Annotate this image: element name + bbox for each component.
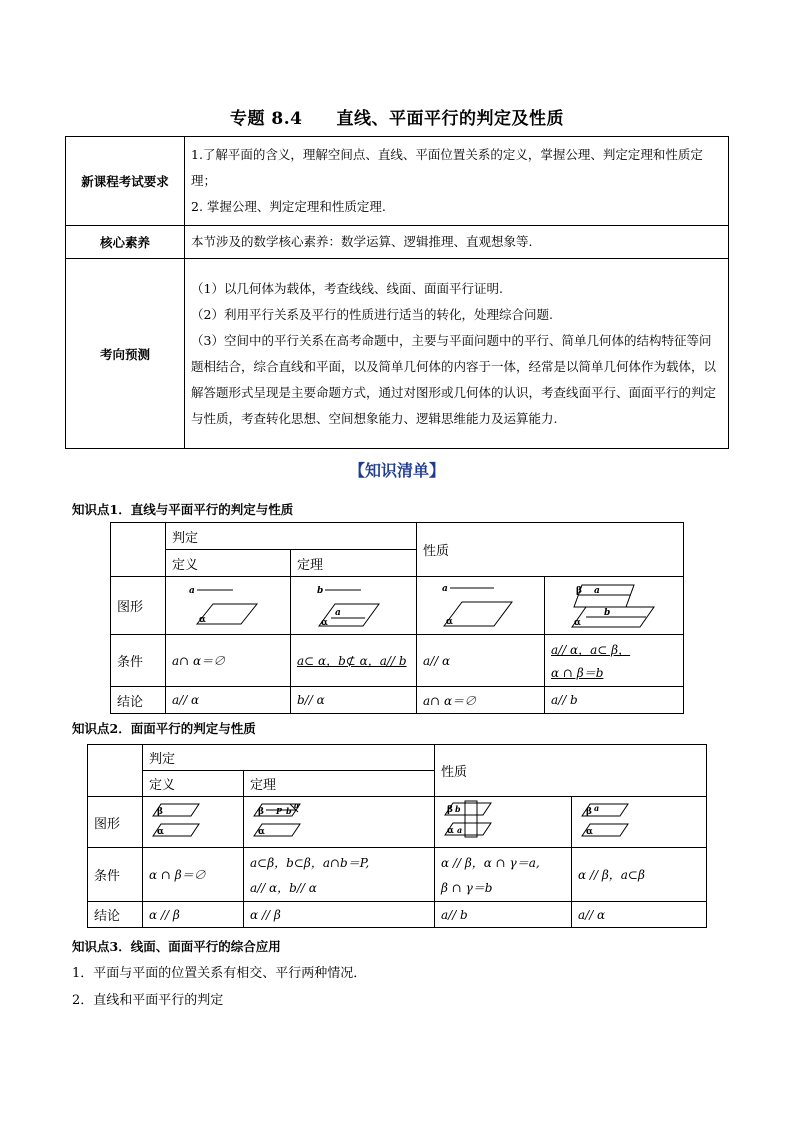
kp2-table [87, 744, 707, 928]
kp1-concl-prop1: a∩ α＝∅ [417, 687, 545, 714]
svg-text:α: α [586, 827, 593, 837]
title-topic: 直线、平面平行的判定及性质 [336, 109, 564, 129]
forecast-text: （1）以几何体为载体，考查线线、线面、面面平行证明. （2）利用平行关系及平行的性质进行适当的转化，处理综合问题. （3）空间中的平行关系在高考命题中，主要与平面问题中的平行、简单几何体的结构特征等问题相结合，综合直线和平面，以及简单几何体的内容于一体，经常是以简单几何体作为载体，以解答题形式呈现是主要命题方式，通过对图形或几何体的认识，考查线面平行、面面平行的判定与性质，考查转化思想、空间想象能力、逻辑思维能力及运算能力. [185, 259, 729, 449]
line-plane-property-diagram [436, 582, 526, 630]
requirements-table [65, 136, 729, 449]
svg-text:β: β [447, 805, 453, 815]
kp2-thm-header: 定理 [244, 771, 435, 797]
plane-cut-diagram [441, 799, 511, 841]
kp3-item-1: 1．平面与平面的位置关系有相交、平行两种情况． [72, 966, 367, 981]
title-label: 专题 8.4 [230, 109, 303, 129]
kp2-cond-prop1: α // β，α ∩ γ＝a, β ∩ γ＝b [435, 848, 572, 902]
kp1-fig-label: 图形 [111, 577, 166, 635]
kp1-fig-prop1 [417, 577, 545, 635]
kp1-fig-thm [291, 577, 417, 635]
kp2-cond-def: α ∩ β＝∅ [143, 848, 244, 902]
line-plane-theorem-diagram [309, 582, 399, 630]
kp2-def-header: 定义 [143, 771, 244, 797]
kp1-cond-def: a∩ α＝∅ [166, 635, 291, 687]
kp2-concl-prop1: a// b [435, 902, 572, 928]
kp1-cond-prop2: a// α，a⊂ β， α ∩ β＝b [545, 635, 684, 687]
svg-text:a: a [334, 607, 341, 618]
kp2-cond-prop2: α // β，a⊂β [572, 848, 707, 902]
svg-text:β: β [586, 807, 592, 817]
svg-text:b: b [286, 806, 292, 816]
plane-parallel-theorem-diagram [250, 800, 330, 840]
svg-text:β: β [258, 807, 264, 817]
kp3-title: 知识点3．线面、面面平行的综合应用 [72, 939, 281, 954]
section-title: 【知识清单】 [348, 461, 445, 480]
svg-text:β: β [576, 585, 582, 596]
kp2-concl-def: α // β [143, 902, 244, 928]
svg-text:P: P [276, 806, 283, 816]
kp2-fig-label: 图形 [88, 797, 143, 848]
kp3-item-2: 2．直线和平面平行的判定 [72, 993, 224, 1008]
kp2-property-header: 性质 [435, 745, 707, 797]
line-plane-diagram [183, 582, 273, 630]
svg-text:α: α [258, 827, 265, 837]
plane-line-diagram [578, 800, 648, 840]
row-label-literacy: 核心素养 [66, 226, 185, 259]
svg-text:a: a [294, 800, 300, 810]
requirements-text: 1.了解平面的含义，理解空间点、直线、平面位置关系的定义，掌握公理、判定定理和性质定理； 2. 掌握公理、判定定理和性质定理. [185, 137, 729, 226]
row-label-forecast: 考向预测 [66, 259, 185, 449]
kp1-concl-def: a// α [166, 687, 291, 714]
svg-text:a: a [441, 583, 448, 594]
kp1-concl-thm: b// α [291, 687, 417, 714]
row-label-requirements: 新课程考试要求 [66, 137, 185, 226]
kp2-cond-label: 条件 [88, 848, 143, 902]
parallel-planes-diagram [149, 800, 219, 840]
kp1-concl-prop2: a// b [545, 687, 684, 714]
svg-text:α: α [445, 616, 453, 627]
svg-text:α: α [199, 614, 206, 625]
kp1-property-header: 性质 [417, 523, 684, 577]
plane-intersection-diagram [564, 581, 664, 631]
svg-text:a: a [189, 585, 195, 596]
kp2-title: 知识点2．面面平行的判定与性质 [72, 721, 256, 736]
svg-text:α: α [447, 826, 454, 836]
kp1-judge-header: 判定 [166, 523, 417, 550]
kp2-concl-label: 结论 [88, 902, 143, 928]
kp2-concl-prop2: a// α [572, 902, 707, 928]
svg-text:b: b [455, 804, 461, 814]
svg-text:b: b [316, 585, 323, 596]
kp1-def-header: 定义 [166, 550, 291, 577]
kp1-cond-thm: a⊂ α，b⊄ α，a// b [291, 635, 417, 687]
kp2-fig-prop2 [572, 797, 707, 848]
kp2-fig-thm [244, 797, 435, 848]
kp2-judge-header: 判定 [143, 745, 435, 771]
kp1-table [110, 522, 684, 714]
svg-text:a: a [594, 585, 600, 596]
kp1-title: 知识点1．直线与平面平行的判定与性质 [72, 502, 294, 517]
kp2-cond-thm: a⊂β，b⊂β，a∩b＝P, a// α，b// α [244, 848, 435, 902]
literacy-text: 本节涉及的数学核心素养：数学运算、逻辑推理、直观想象等. [185, 226, 729, 259]
kp2-fig-prop1 [435, 797, 572, 848]
kp1-cond-label: 条件 [111, 635, 166, 687]
svg-text:a: a [594, 803, 600, 813]
kp1-concl-label: 结论 [111, 687, 166, 714]
svg-text:b: b [604, 607, 611, 618]
kp2-fig-def [143, 797, 244, 848]
kp1-fig-def [166, 577, 291, 635]
kp1-fig-prop2 [545, 577, 684, 635]
kp1-cond-prop1: a// α [417, 635, 545, 687]
svg-text:α: α [157, 827, 164, 837]
page-title [0, 104, 794, 129]
kp2-concl-thm: α // β [244, 902, 435, 928]
svg-text:a: a [457, 825, 463, 835]
svg-text:α: α [320, 617, 328, 628]
kp1-thm-header: 定理 [291, 550, 417, 577]
svg-text:α: α [574, 617, 581, 628]
svg-text:β: β [157, 807, 163, 817]
